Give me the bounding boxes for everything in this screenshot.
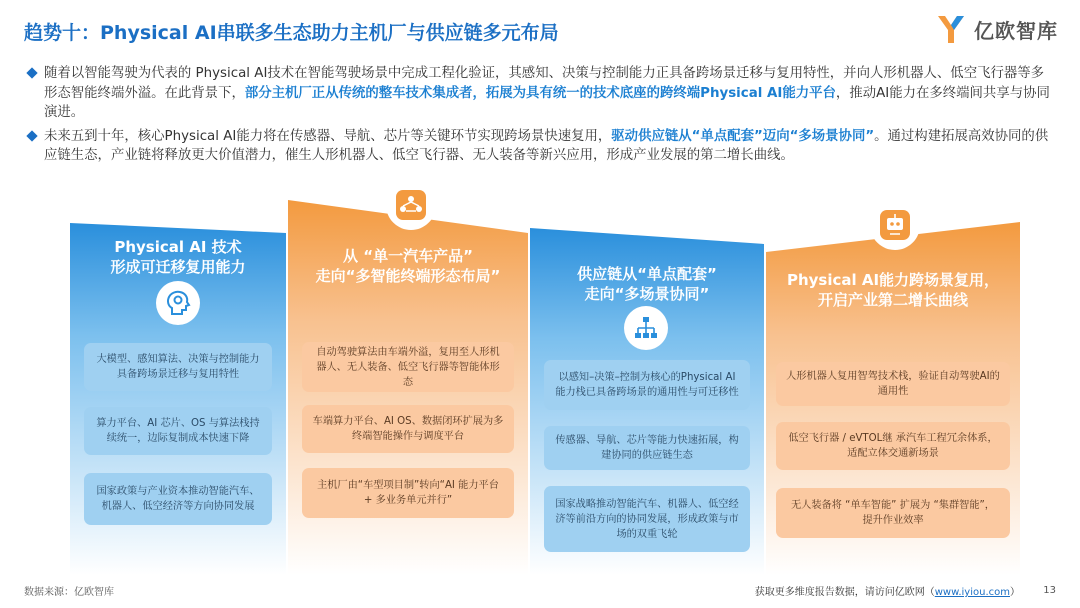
bullet-text: 未来五到十年，核心Physical AI能力将在传感器、导航、芯片等关键环节实现跨场景快速复用， — [44, 128, 612, 144]
bullet-text: 。通过构建拓展高效协同的供应链生态，产业链将释放更大价值潜力，催生人形机器人、低空飞行器、无人装备等新兴应用，形成产业发展的第二增长曲线。 — [44, 128, 1049, 163]
panel-box: 大模型、感知算法、决策与控制能力具备跨场景迁移与复用特性 — [84, 343, 272, 391]
footer-note: 获取更多维度报告数据，请访问亿欧网（www.iyiou.com） — [754, 587, 1020, 598]
robot-icon — [870, 200, 920, 250]
logo-mark-icon — [934, 12, 968, 46]
panel-box: 国家政策与产业资本推动智能汽车、机器人、低空经济等方向协同发展 — [84, 473, 272, 525]
panel-box: 车端算力平台、AI OS、数据闭环扩展为多终端智能操作与调度平台 — [302, 405, 514, 453]
head-gear-icon — [156, 281, 200, 325]
panel-heading: Physical AI 技术 形成可迁移复用能力 — [110, 238, 246, 276]
data-source: 数据来源：亿欧智库 — [24, 587, 114, 598]
panel-box: 主机厂由“车型项目制”转向“AI 能力平台 + 多业务单元并行” — [302, 468, 514, 518]
bullet-diamond-icon — [26, 130, 37, 141]
bullet-list — [26, 64, 1056, 170]
panel-box: 以感知–决策–控制为核心的Physical AI能力栈已具备跨场景的通用性与可迁移性 — [544, 360, 750, 410]
bullet-highlight: 驱动供应链从“单点配套”迈向“多场景协同” — [611, 128, 875, 144]
network-people-icon — [386, 180, 436, 230]
panel-heading: Physical AI能力跨场景复用， 开启产业第二增长曲线 — [786, 271, 1000, 309]
hierarchy-icon — [624, 306, 668, 350]
panel-box: 传感器、导航、芯片等能力快速拓展，构建协同的供应链生态 — [544, 426, 750, 470]
panel-supply-chain — [530, 228, 764, 575]
panel-box: 人形机器人复用智驾技术栈，验证自动驾驶AI的通用性 — [776, 362, 1010, 406]
panel-box: 国家战略推动智能汽车、机器人、低空经济等前沿方向的协同发展，形成政策与市场的双重飞轮 — [544, 486, 750, 552]
panel-growth-curve — [766, 222, 1020, 575]
logo-text: 亿欧智库 — [974, 18, 1058, 43]
panel-box: 低空飞行器 / eVTOL继 承汽车工程冗余体系，适配立体交通新场景 — [776, 422, 1010, 470]
bullet-diamond-icon — [26, 67, 37, 78]
panel-technology — [70, 223, 286, 575]
bullet-text: ，推动AI能力在多终端间共享与协同演进。 — [44, 85, 1050, 120]
panel-heading: 供应链从“单点配套” 走向“多场景协同” — [577, 265, 717, 303]
brand-logo — [934, 12, 1058, 46]
panel-heading: 从 “单一汽车产品” 走向“多智能终端形态布局” — [315, 247, 501, 285]
panel-box: 自动驾驶算法由车端外溢，复用至人形机器人、无人装备、低空飞行器等智能体形态 — [302, 342, 514, 392]
bullet-item — [26, 127, 1056, 166]
panel-terminals — [288, 200, 528, 575]
panel-box: 算力平台、AI 芯片、OS 与算法栈持续统一，边际复制成本快速下降 — [84, 407, 272, 455]
website-link[interactable]: www.iyiou.com — [934, 587, 1010, 598]
page-number: 13 — [1043, 585, 1056, 596]
bullet-text: 随着以智能驾驶为代表的 Physical AI技术在智能驾驶场景中完成工程化验证，其感知、决策与控制能力正具备跨场景迁移与复用特性，并向人形机器人、低空飞行器等多形态智能终端外溢。在此背景下， — [44, 66, 1045, 101]
bullet-highlight: 部分主机厂正从传统的整车技术集成者，拓展为具有统一的技术底座的跨终端Physical AI能力平台 — [244, 85, 836, 101]
page-title: 趋势十：Physical AI串联多生态助力主机厂与供应链多元布局 — [24, 22, 559, 44]
panel-box: 无人装备将 “单车智能” 扩展为 “集群智能”，提升作业效率 — [776, 488, 1010, 538]
bullet-item — [26, 64, 1056, 123]
